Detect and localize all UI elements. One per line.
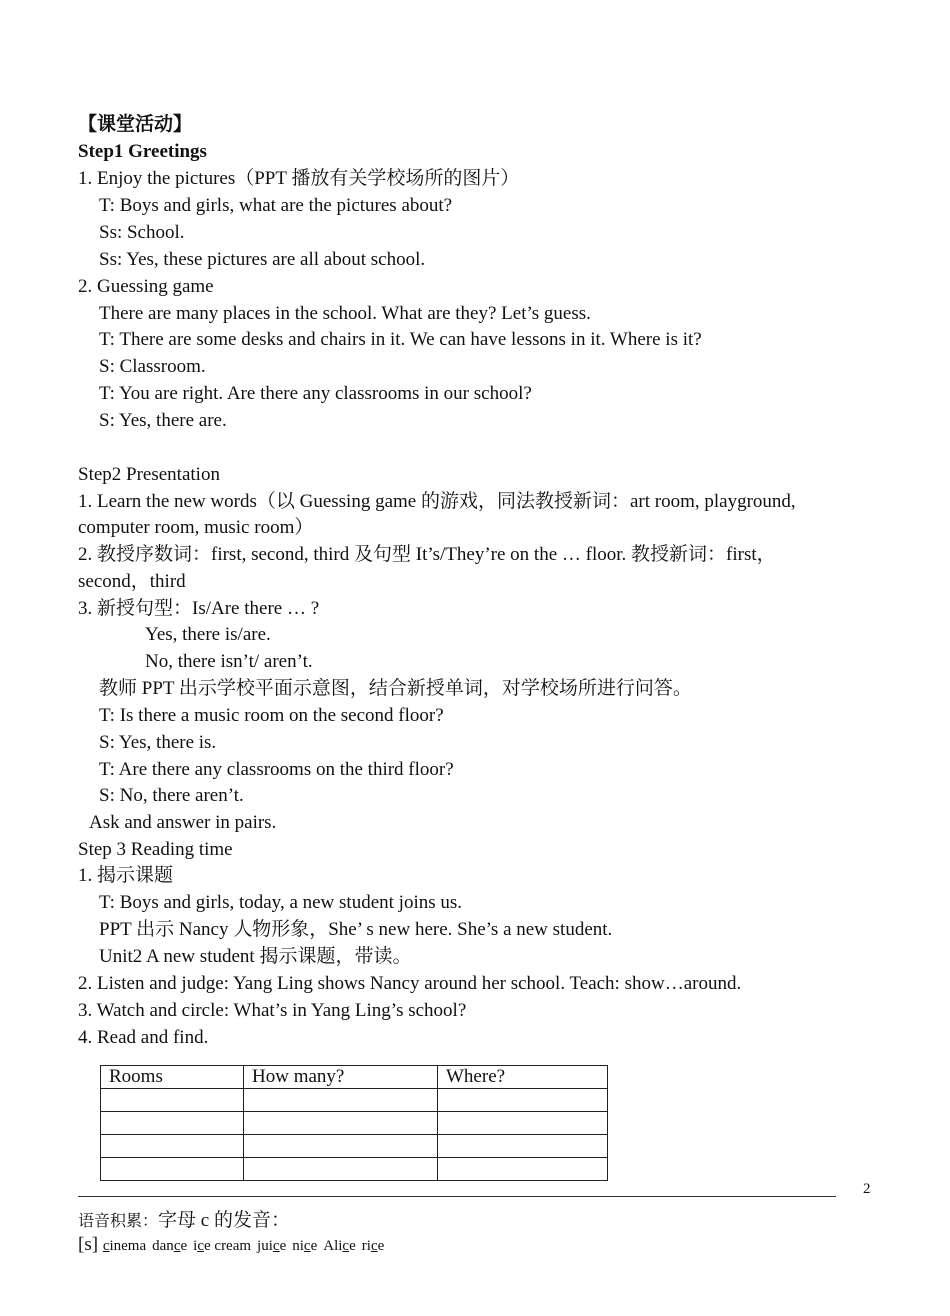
table-cell [244,1135,438,1158]
text-line: There are many places in the school. What are they? Let’s guess. [99,303,591,324]
word-part: ri [361,1238,371,1254]
underlined-letter: c [370,1238,378,1254]
table-header-where: Where? [438,1066,608,1089]
text-line: 3. Watch and circle: What’s in Yang Ling’s school? [78,1000,467,1021]
table-cell [101,1135,244,1158]
footer-label-main: 字母 c 的发音： [158,1210,290,1231]
table-row [101,1158,608,1181]
text-line: T: Are there any classrooms on the third floor? [99,759,454,780]
word-part: i [193,1238,198,1254]
table-cell [438,1135,608,1158]
text-line: 【课堂活动】 [78,114,193,135]
text-line: 教师 PPT 出示学校平面示意图，结合新授单词，对学校场所进行问答。 [99,678,692,699]
text-line: No, there isn’t/ aren’t. [145,651,313,672]
page-number: 2 [863,1181,871,1197]
word-part: e [310,1238,318,1254]
read-and-find-table [100,1065,608,1181]
example-words [103,1238,390,1254]
footer-divider [78,1196,836,1197]
text-line: 2. Listen and judge: Yang Ling shows Nancy around her school. Teach: show…around. [78,973,742,994]
text-line: Yes, there is/are. [145,624,271,645]
text-line: second，third [78,571,186,592]
word-part: inema [109,1238,147,1254]
text-line: 2. Guessing game [78,276,214,297]
text-line: 1. Enjoy the pictures（PPT 播放有关学校场所的图片） [78,168,520,189]
table-cell [101,1158,244,1181]
word-part: e [279,1238,287,1254]
underlined-letter: c [197,1238,204,1254]
table-cell [101,1089,244,1112]
word-part: e [377,1238,385,1254]
text-line: Step1 Greetings [78,141,207,162]
text-line: T: Boys and girls, what are the pictures about? [99,195,453,216]
text-line: S: Classroom. [99,356,206,377]
text-line: Unit2 A new student 揭示课题，带读。 [99,946,412,967]
text-line: PPT 出示 Nancy 人物形象，She’ s new here. She’s a new student. [99,919,613,940]
underlined-letter: c [102,1238,110,1254]
text-line: computer room, music room） [78,517,314,538]
phoneme-symbol: [s] [78,1234,99,1255]
table-row [101,1112,608,1135]
example-word [292,1238,317,1254]
word-part: e cream [204,1238,252,1254]
table-header-how-many: How many? [244,1066,438,1089]
table-cell [244,1089,438,1112]
text-line: S: Yes, there are. [99,410,227,431]
table-cell [438,1089,608,1112]
underlined-letter: c [303,1238,311,1254]
word-part: ni [292,1238,304,1254]
text-line: Step 3 Reading time [78,839,233,860]
table-row [101,1135,608,1158]
table-cell [101,1112,244,1135]
table-cell [438,1112,608,1135]
example-word [152,1238,187,1254]
table-header-row [101,1066,608,1089]
text-line: T: Is there a music room on the second floor? [99,705,444,726]
text-line: S: Yes, there is. [99,732,217,753]
underlined-letter: c [173,1238,181,1254]
text-line: 2. 教授序数词：first, second, third 及句型 It’s/They’re on the … floor. 教授新词：first， [78,544,776,565]
text-line: T: You are right. Are there any classrooms in our school? [99,383,532,404]
text-line: T: There are some desks and chairs in it. We can have lessons in it. Where is it? [99,329,702,350]
text-line: Ss: School. [99,222,185,243]
text-line: Ask and answer in pairs. [89,812,277,833]
text-line: 4. Read and find. [78,1027,209,1048]
footer-title [78,1209,290,1234]
underlined-letter: c [272,1238,280,1254]
word-part: jui [257,1238,273,1254]
footer-label-prefix: 语音积累： [78,1213,159,1230]
word-part: e [180,1238,188,1254]
table-cell [438,1158,608,1181]
text-line: T: Boys and girls, today, a new student joins us. [99,892,463,913]
table-cell [244,1112,438,1135]
table-row [101,1089,608,1112]
footer-phonics-line [78,1234,390,1257]
text-line: Ss: Yes, these pictures are all about school. [99,249,426,270]
example-word [193,1238,251,1254]
underlined-letter: c [342,1238,350,1254]
word-part: Ali [323,1238,343,1254]
text-line: S: No, there aren’t. [99,785,244,806]
example-word [103,1238,146,1254]
text-line: 3. 新授句型：Is/Are there … ? [78,598,320,619]
table-header-rooms: Rooms [101,1066,244,1089]
example-word [362,1238,385,1254]
example-word [257,1238,286,1254]
text-line: 1. 揭示课题 [78,865,174,886]
word-part: dan [152,1238,174,1254]
text-line: Step2 Presentation [78,464,220,485]
table-cell [244,1158,438,1181]
example-word [323,1238,356,1254]
word-part: e [349,1238,356,1254]
text-line: 1. Learn the new words（以 Guessing game 的游戏，同法教授新词：art room, playground, [78,491,796,512]
